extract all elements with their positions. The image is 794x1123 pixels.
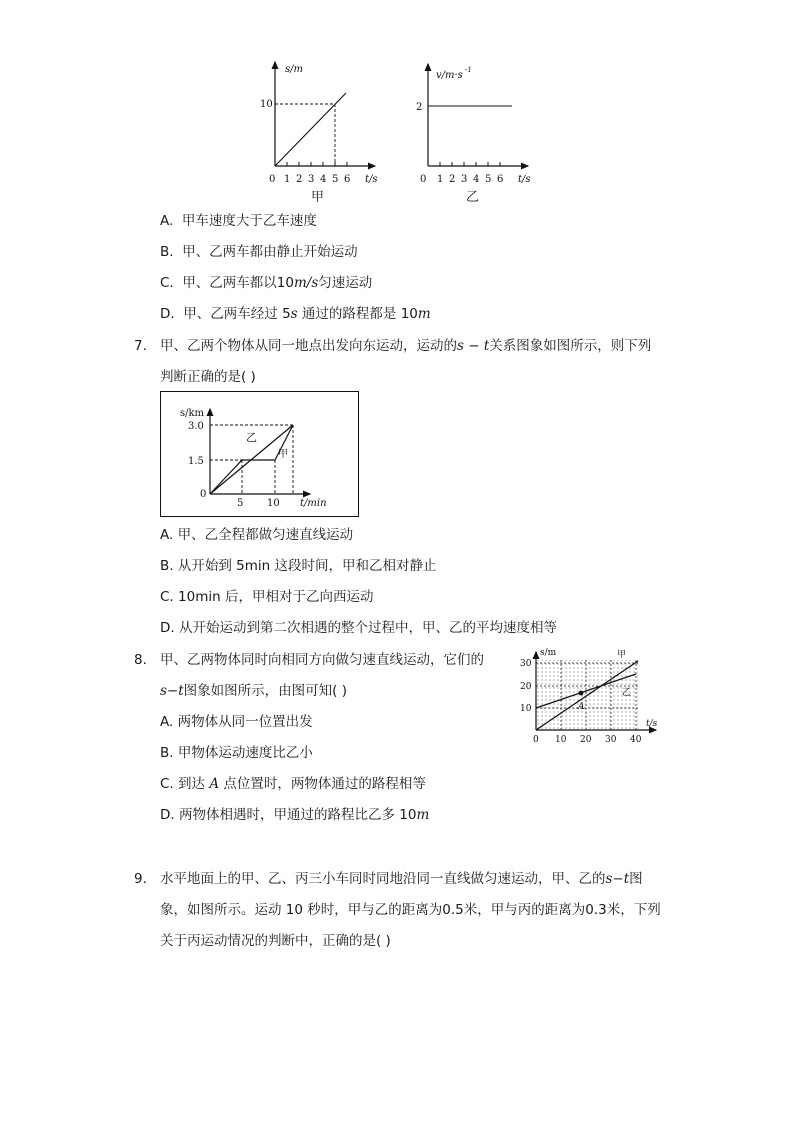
series-label-yi: 乙 [622,688,632,698]
x-tick-1: 1 [437,174,444,185]
option-label: A. [160,213,174,229]
x-tick-10: 10 [267,498,280,509]
q7-stem-line1: 甲、乙两个物体从同一地点出发向东运动，运动的s − t关系图象如图所示，则下列 [160,338,652,354]
option-text: 10min 后，甲相对于乙向西运动 [178,589,374,605]
option-text-tail: 匀速运动 [318,275,373,291]
q6-figure-right-graph [408,58,538,198]
x-tick-3: 3 [461,174,468,185]
option-label: D. [160,306,175,322]
x-tick-0: 0 [269,174,276,185]
x-tick-20: 20 [580,735,592,745]
q9-stem-line3: 关于丙运动情况的判断中，正确的是( ) [160,933,391,949]
y-axis-label: s/km [180,408,205,419]
q8-stem-line1: 甲、乙两物体同时向相同方向做匀速直线运动，它们的 [160,652,484,668]
q6-option-d[interactable] [160,305,431,323]
q8-number: 8. [134,652,147,668]
x-axis-label: t/s [518,174,531,185]
x-tick-0: 0 [533,735,539,745]
q7-option-b[interactable]: B. 从开始到 5min 这段时间，甲和乙相对静止 [160,558,437,574]
option-text: 甲物体运动速度比乙小 [177,745,313,761]
x-tick-6: 6 [344,174,351,185]
q6-option-b[interactable] [160,243,358,261]
intersection-point-a [579,691,584,696]
y-axis-label: v/m·s [436,70,463,81]
q7-option-c[interactable]: C. 10min 后，甲相对于乙向西运动 [160,589,374,605]
q7-stem-line2: 判断正确的是( ) [160,369,256,385]
q8-option-b[interactable]: B. 甲物体运动速度比乙小 [160,745,313,761]
y-tick-10: 10 [520,704,532,714]
y-axis-label-exponent: -1 [465,66,472,74]
q6-figure-left-graph [255,58,385,198]
option-text: 甲、乙全程都做匀速直线运动 [177,527,354,543]
x-axis-label: t/s [365,174,378,185]
x-tick-5: 5 [332,174,339,185]
point-label-a: A [578,702,585,712]
option-label: B. [160,244,174,260]
option-label: C. [160,275,174,291]
x-ticks [440,162,500,166]
x-tick-40: 40 [630,735,642,745]
figure-caption-jia: 甲 [311,190,325,205]
x-tick-2: 2 [296,174,303,185]
q9-stem-line2: 象，如图所示。运动 10 秒时，甲与乙的距离为0.5米，甲与丙的距离为0.3米，下列 [160,902,661,918]
x-tick-5: 5 [485,174,492,185]
option-text: 从开始运动到第二次相遇的整个过程中，甲、乙的平均速度相等 [178,620,557,636]
x-axis-label: t/min [300,498,327,509]
y-tick-30: 30 [520,659,532,669]
option-text: 从开始到 5min 这段时间，甲和乙相对静止 [177,558,437,574]
x-ticks [287,162,347,166]
x-tick-5: 5 [237,498,244,509]
y-axis-label: s/m [285,64,303,75]
x-axis-label: t/s [646,719,658,729]
q8-stem-line2: s−t图象如图所示，由图可知( ) [160,683,347,699]
series-label-jia: 甲 [278,449,288,460]
option-text: 甲、乙两车都由静止开始运动 [182,244,358,260]
y-axis-label: s/m [540,648,557,658]
q7-option-a[interactable]: A. 甲、乙全程都做匀速直线运动 [160,527,354,543]
x-tick-0: 0 [420,174,427,185]
series-label-yi: 乙 [246,431,257,444]
q6-option-c[interactable] [160,274,372,292]
option-text: 两物体从同一位置出发 [177,714,313,730]
x-tick-1: 1 [284,174,291,185]
option-unit: s [290,306,298,322]
option-text-mid: 通过的路程都是 10 [297,306,418,322]
series-label-jia: 甲 [617,650,627,660]
origin-label: 0 [200,489,207,500]
y-tick-label: 10 [260,99,273,110]
x-tick-6: 6 [497,174,504,185]
q8-option-a[interactable]: A. 两物体从同一位置出发 [160,714,313,730]
x-tick-4: 4 [473,174,480,185]
y-tick-3: 3.0 [188,421,204,432]
q9-stem-line1: 水平地面上的甲、乙、丙三小车同时同地沿同一直线做匀速运动，甲、乙的s−t图 [160,871,643,887]
option-unit: m [417,306,431,322]
option-text: 甲、乙两车经过 5 [183,306,291,322]
option-text: 甲车速度大于乙车速度 [181,213,317,229]
q7-option-d[interactable]: D. 从开始运动到第二次相遇的整个过程中，甲、乙的平均速度相等 [160,620,557,636]
q8-figure [516,646,666,746]
x-tick-4: 4 [320,174,327,185]
q7-figure [160,391,359,517]
q7-number: 7. [134,338,147,354]
y-tick-1-5: 1.5 [188,456,204,467]
option-unit: m/s [294,275,319,291]
q9-number: 9. [134,871,147,887]
q8-option-d[interactable]: D. 两物体相遇时，甲通过的路程比乙多 10m [160,807,430,823]
x-tick-30: 30 [605,735,617,745]
x-tick-10: 10 [555,735,567,745]
x-tick-2: 2 [449,174,456,185]
y-tick-20: 20 [520,682,532,692]
y-tick-label: 2 [416,102,423,113]
q8-option-c[interactable]: C. 到达 A 点位置时，两物体通过的路程相等 [160,776,426,792]
q6-option-a[interactable] [160,212,317,230]
option-text: 甲、乙两车都以10 [182,275,294,291]
figure-caption-yi: 乙 [466,190,480,205]
x-tick-3: 3 [308,174,315,185]
